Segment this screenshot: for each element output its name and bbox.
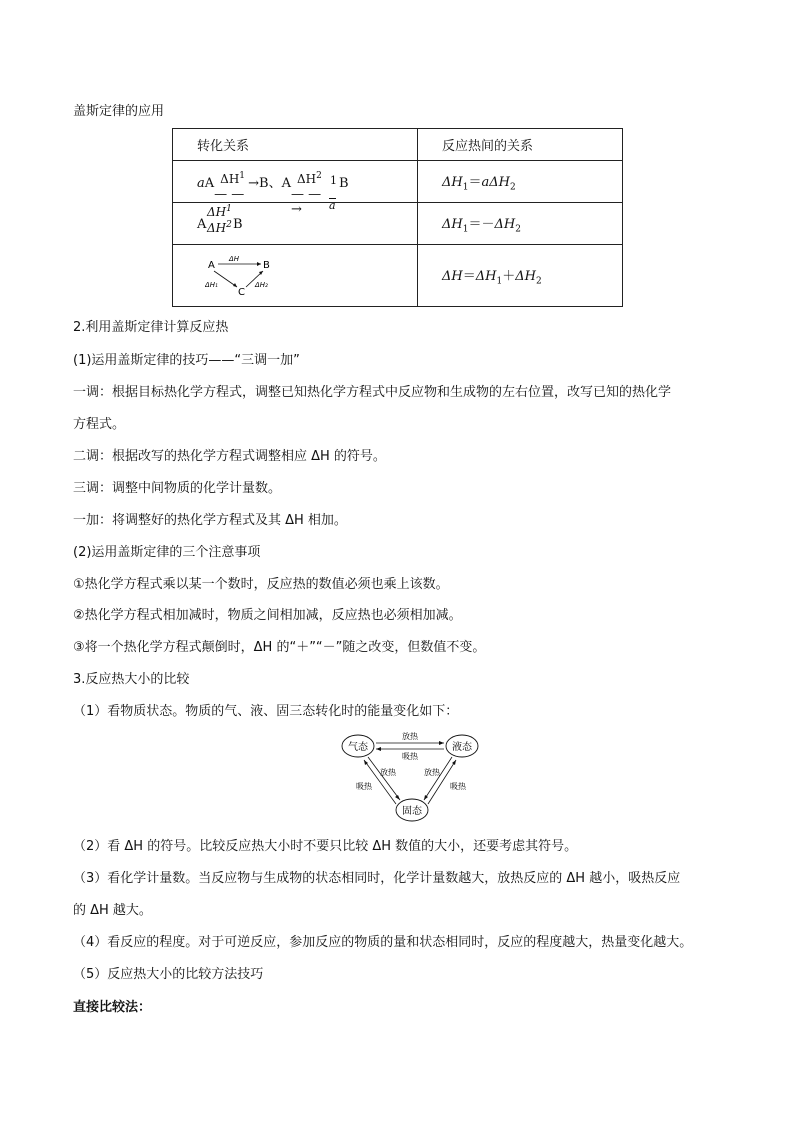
gas-label: 气态 (348, 742, 368, 753)
arrow-liquid-to-solid (424, 757, 452, 800)
label-gas-solid: 放热 (380, 768, 396, 777)
header-heat-relation: 反应热间的关系 (418, 129, 623, 161)
arrow-1-label: $\Delta H^1$ (220, 171, 246, 186)
node-c: C (238, 286, 245, 298)
label-dh: ΔH (229, 254, 240, 263)
note-1: ①热化学方程式乘以某一个数时，反应热的数值必须也乘上该数。 (73, 577, 449, 592)
compare-coefficient: （3）看化学计量数。当反应物与生成物的状态相同时，化学计量数越大，放热反应的 ΔH 越小，吸热反应 (73, 871, 681, 886)
table-row (173, 203, 623, 245)
arrowhead (376, 747, 381, 751)
label-gas-liquid: 放热 (402, 732, 418, 741)
arrowhead (395, 795, 400, 800)
relation-formula-2: $\Delta H_1=-\Delta H_2$ (442, 216, 521, 235)
section3-title: 3.反应热大小的比较 (73, 672, 190, 687)
step-adjust-1-cont: 方程式。 (73, 417, 126, 432)
arrowhead (452, 760, 456, 765)
arrow-2-label: $\Delta H^2$ (297, 171, 322, 186)
compare-methods: （5）反应热大小的比较方法技巧 (73, 967, 264, 982)
section-heading: 盖斯定律的应用 (73, 104, 165, 119)
conversion-formula-2: A $\Delta H^1$ $\Delta H^2$ B (197, 203, 243, 235)
step-adjust-2: 二调：根据改写的热化学方程式调整相应 ΔH 的符号。 (73, 449, 386, 464)
species-b: B (339, 176, 349, 191)
relation-formula-1: $\Delta H_1=a\Delta H_2$ (442, 174, 516, 193)
compare-coefficient-cont: 的 ΔH 越大。 (73, 903, 152, 918)
note-2: ②热化学方程式相加减时，物质之间相加减，反应热也必须相加减。 (73, 608, 462, 623)
compare-state: （1）看物质状态。物质的气、液、固三态转化时的能量变化如下： (73, 704, 459, 719)
label-solid-gas: 吸热 (356, 782, 372, 791)
state-change-diagram (330, 728, 490, 828)
liquid-label: 液态 (452, 742, 472, 753)
solid-label: 固态 (402, 806, 422, 817)
arrowhead-b (257, 262, 261, 266)
arrowhead (439, 741, 444, 745)
arrowhead (424, 795, 428, 800)
step-adjust-1: 一调：根据目标热化学方程式，调整已知热化学方程式中反应物和生成物的左右位置，改写已知的热化学 (73, 385, 672, 400)
relation-formula-3: $\Delta H=\Delta H_1+\Delta H_2$ (442, 268, 542, 287)
conversion-cell-1 (173, 161, 418, 217)
conversion-cell-3 (173, 245, 418, 307)
label-dh1: ΔH₁ (205, 280, 218, 289)
label-liquid-solid: 放热 (424, 768, 440, 777)
arrow-gas-to-solid (368, 757, 400, 800)
label-liquid-gas: 吸热 (402, 752, 418, 761)
section2-sub2: (2)运用盖斯定律的三个注意事项 (73, 545, 261, 560)
section2-title: 2.利用盖斯定律计算反应热 (73, 320, 229, 335)
step-add: 一加：将调整好的热化学方程式及其 ΔH 相加。 (73, 513, 347, 528)
table-header-row (173, 129, 623, 161)
triangle-path-diagram (205, 251, 285, 301)
hess-relations-table (172, 128, 623, 307)
direct-comparison-heading: 直接比较法： (73, 1000, 152, 1015)
conversion-formula-1: aA $\Delta H^1$ — — →B、A $\Delta H^2$ — —→ $\frac{1}{a}$ B (197, 171, 349, 217)
compare-extent: （4）看反应的程度。对于可逆反应，参加反应的物质的量和状态相同时，反应的程度越大，热量变化越大。 (73, 935, 693, 950)
label-solid-liquid: 吸热 (450, 782, 466, 791)
note-3: ③将一个热化学方程式颠倒时，ΔH 的“＋”“－”随之改变，但数值不变。 (73, 640, 486, 655)
table-row (173, 245, 623, 307)
coef-a: a (197, 176, 205, 191)
relation-cell-1 (418, 161, 623, 203)
header-conversion: 转化关系 (173, 129, 418, 161)
step-adjust-3: 三调：调整中间物质的化学计量数。 (73, 481, 282, 496)
node-a: A (208, 259, 215, 271)
section2-sub1: (1)运用盖斯定律的技巧——“三调一加” (73, 353, 300, 368)
relation-cell-3 (418, 245, 623, 307)
node-b: B (263, 259, 270, 271)
compare-sign: （2）看 ΔH 的符号。比较反应热大小时不要只比较 ΔH 数值的大小，还要考虑其符号。 (73, 839, 578, 854)
relation-cell-2 (418, 203, 623, 245)
table-row (173, 161, 623, 203)
species-b-and-a: →B、A (248, 176, 291, 191)
species-a: A (204, 176, 215, 191)
label-dh2: ΔH₂ (255, 280, 268, 289)
